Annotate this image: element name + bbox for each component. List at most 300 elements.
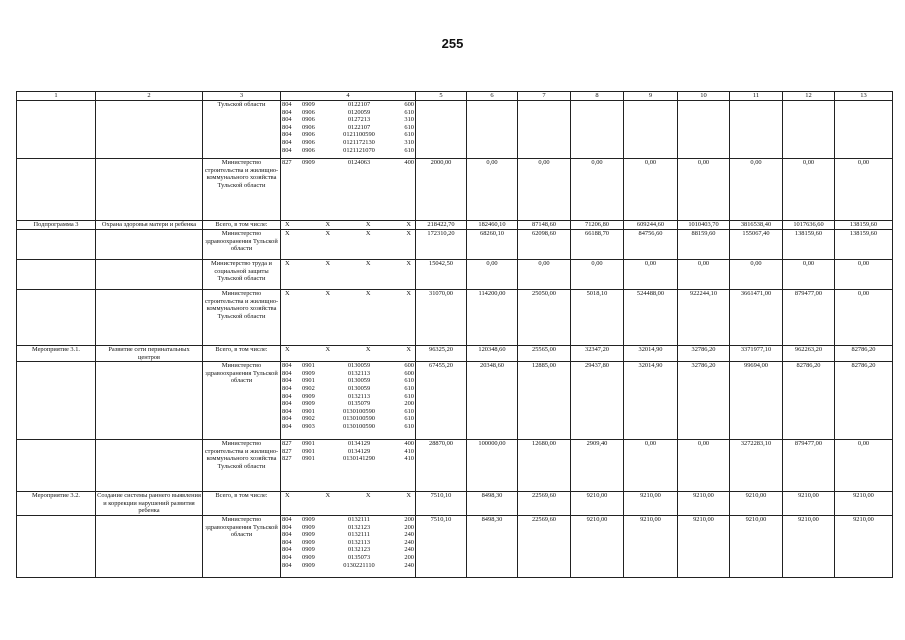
column-header: 3 [203,92,281,101]
responsible-cell: Министерство здравоохранения Тульской области [203,362,281,440]
code-part: 0906 [302,146,315,154]
value-cell: 0,00 [835,260,893,290]
code-part: 0909 [302,159,315,166]
name-cell: Охрана здоровья матери и ребенка [96,221,203,230]
value-cell: 3661471,00 [730,290,783,346]
budget-codes-cell [281,362,416,440]
code-part: 0909 [302,546,315,554]
column-header: 8 [571,92,624,101]
code-part: 0901 [302,362,315,370]
code-part: 240 [404,546,414,554]
value-cell: 0,00 [783,159,835,221]
code-part: 0130221110 [343,561,375,569]
budget-codes-cell [281,440,416,492]
x-mark: X [406,260,411,267]
code-part: 827 [282,440,292,448]
code-line [282,139,414,147]
responsible-cell: Министерство здравоохранения Тульской области [203,230,281,260]
value-cell: 9210,00 [835,492,893,516]
code-part: 200 [404,400,414,408]
code-part: 310 [404,116,414,124]
code-part: 0130141290 [343,455,375,463]
code-part: 610 [404,377,414,385]
value-cell: 7510,10 [416,515,467,577]
code-part: 410 [404,447,414,455]
program-cell: Мероприятие 3.1. [17,346,96,362]
value-cell: 12680,00 [518,440,571,492]
code-line [282,423,414,431]
name-cell: Создание системы раннего выявления и коррекции нарушений развития ребенка [97,492,201,515]
budget-codes-cell [281,260,416,290]
code-part: 0130059 [347,384,371,392]
value-cell: 66188,70 [571,230,624,260]
value-cell: 120348,60 [467,346,518,362]
name-cell [96,101,203,159]
code-part: 804 [282,515,292,523]
x-mark: X [406,290,411,297]
code-part: 0122107 [347,101,371,108]
name-cell [96,515,203,577]
column-header: 9 [624,92,678,101]
code-part: 0132113 [347,392,371,400]
value-cell [518,101,571,159]
value-cell [783,101,835,159]
code-part: 0901 [302,377,315,385]
value-cell: 138159,60 [835,230,893,260]
code-part: 610 [404,392,414,400]
code-line [282,448,414,456]
code-part: 827 [282,159,292,166]
responsible-cell: Министерство строительства и жилищно-коммунального хозяйства Тульской области [203,440,281,492]
value-cell: 609244,60 [624,221,678,230]
name-cell [96,260,203,290]
code-part: 610 [404,123,414,131]
column-header: 7 [518,92,571,101]
code-part: 804 [282,138,292,146]
code-part: 0906 [302,116,315,124]
program-cell [17,260,96,290]
name-cell: Развитие сети перинатальных центров [96,346,203,362]
code-line [282,554,414,562]
column-header: 11 [730,92,783,101]
value-cell [624,101,678,159]
value-cell: 0,00 [624,260,678,290]
value-cell: 96325,20 [416,346,467,362]
value-cell: 922244,10 [678,290,730,346]
budget-codes-cell [281,346,416,362]
code-line [282,131,414,139]
code-part: 0901 [302,455,315,463]
code-part: 804 [282,415,292,423]
code-part: 0902 [302,415,315,423]
code-line [282,159,414,167]
program-cell [17,290,96,346]
code-line [282,377,414,385]
value-cell: 25565,00 [518,346,571,362]
value-cell: 68260,10 [467,230,518,260]
value-cell: 71206,80 [571,221,624,230]
name-cell [96,440,203,492]
value-cell: 99694,00 [730,362,783,440]
value-cell: 67455,20 [416,362,467,440]
code-part: 200 [404,553,414,561]
value-cell: 32014,90 [624,346,678,362]
value-cell: 29437,80 [571,362,624,440]
column-header: 13 [835,92,893,101]
code-part: 0906 [302,138,315,146]
column-header: 12 [783,92,835,101]
value-cell: 0,00 [783,260,835,290]
code-line [282,455,414,463]
code-part: 0901 [302,447,315,455]
code-part: 0906 [302,123,315,131]
code-line [282,524,414,532]
code-part: 400 [404,159,414,166]
value-cell: 962263,20 [783,346,835,362]
code-part: 804 [282,407,292,415]
column-header: 6 [467,92,518,101]
value-cell: 5018,10 [571,290,624,346]
x-mark: X [365,221,371,228]
code-part: 827 [282,455,292,463]
value-cell: 1017636,60 [783,221,835,230]
code-line [282,124,414,132]
budget-codes-cell [281,101,416,159]
value-cell: 0,00 [624,440,678,492]
x-mark: X [406,221,411,228]
code-part: 0909 [302,538,315,546]
value-cell: 9210,00 [783,492,835,516]
code-part: 610 [404,407,414,415]
table-row [17,159,893,221]
value-cell: 879477,00 [783,440,835,492]
name-cell [96,290,203,346]
value-cell: 32786,20 [678,346,730,362]
code-part: 610 [404,422,414,430]
column-header: 5 [416,92,467,101]
value-cell: 218422,70 [416,221,467,230]
x-mark: X [325,346,331,353]
x-mark: X [365,230,371,237]
table-row [17,492,893,516]
value-cell: 9210,00 [783,515,835,577]
value-cell: 84756,60 [624,230,678,260]
code-line [282,531,414,539]
responsible-cell: Министерство строительства и жилищно-коммунального хозяйства Тульской области [203,159,281,221]
code-part: 0909 [302,553,315,561]
code-part: 0130059 [347,377,371,385]
code-part: 0134129 [347,447,371,455]
table-row [17,290,893,346]
code-part: 610 [404,146,414,154]
code-part: 0132111 [348,515,370,523]
code-part: 0909 [302,531,315,539]
code-part: 240 [404,538,414,546]
code-part: 0132111 [348,531,370,539]
header-row [17,92,893,101]
value-cell: 2909,40 [571,440,624,492]
value-cell: 9210,00 [678,515,730,577]
value-cell: 0,00 [518,159,571,221]
value-cell: 0,00 [835,159,893,221]
code-line [282,385,414,393]
x-mark: X [285,230,290,237]
responsible-cell: Министерство строительства и жилищно-коммунального хозяйства Тульской области [203,290,281,346]
code-part: 610 [404,415,414,423]
table-row [17,260,893,290]
x-mark: X [325,221,331,228]
value-cell: 9210,00 [571,492,624,516]
column-header: 1 [17,92,96,101]
budget-codes-cell [281,159,416,221]
column-header: 4 [281,92,416,101]
code-part: 0130100590 [343,415,375,423]
value-cell: 31070,00 [416,290,467,346]
value-cell [835,101,893,159]
value-cell: 524488,00 [624,290,678,346]
code-part: 0909 [302,523,315,531]
value-cell: 3272283,10 [730,440,783,492]
code-line [282,415,414,423]
code-line [282,400,414,408]
x-mark: X [325,290,331,297]
code-part: 0130100590 [343,422,375,430]
code-part: 0906 [302,108,315,116]
code-line [282,440,414,448]
x-mark: X [406,492,411,500]
code-line [282,562,414,570]
value-cell: 0,00 [678,260,730,290]
code-part: 610 [404,131,414,139]
responsible-cell: Всего, в том числе: [203,492,281,516]
code-line [282,546,414,554]
value-cell: 0,00 [624,159,678,221]
budget-codes-cell [281,492,416,516]
code-part: 804 [282,146,292,154]
code-part: 0132123 [347,546,371,554]
code-part: 804 [282,123,292,131]
program-cell: Мероприятие 3.2. [17,492,96,516]
value-cell: 3371977,10 [730,346,783,362]
responsible-cell: Тульской области [203,101,281,159]
responsible-cell: Министерство здравоохранения Тульской области [203,515,281,577]
value-cell: 155067,40 [730,230,783,260]
code-part: 827 [282,447,292,455]
code-part: 804 [282,377,292,385]
code-part: 804 [282,531,292,539]
value-cell: 32014,90 [624,362,678,440]
x-mark: X [285,346,290,353]
code-part: 804 [282,546,292,554]
value-cell: 0,00 [730,260,783,290]
value-cell: 100000,00 [467,440,518,492]
code-part: 0135079 [347,400,371,408]
code-part: 0909 [302,369,315,377]
page-number: 255 [441,36,464,51]
value-cell: 0,00 [678,440,730,492]
value-cell: 32786,20 [678,362,730,440]
value-cell: 9210,00 [730,515,783,577]
code-part: 804 [282,392,292,400]
budget-codes-cell [281,515,416,577]
code-part: 0909 [302,101,315,108]
value-cell: 22569,60 [518,492,571,516]
value-cell: 32347,20 [571,346,624,362]
value-cell: 0,00 [730,159,783,221]
program-cell [17,230,96,260]
budget-codes-cell [281,290,416,346]
code-line [282,539,414,547]
value-cell: 8498,30 [467,515,518,577]
code-part: 804 [282,108,292,116]
responsible-cell: Всего, в том числе: [203,346,281,362]
budget-codes-cell [281,221,416,230]
code-part: 804 [282,131,292,139]
value-cell: 0,00 [678,159,730,221]
budget-codes-cell [281,230,416,260]
code-part: 0909 [302,400,315,408]
value-cell: 12885,00 [518,362,571,440]
responsible-cell: Всего, в том числе: [203,221,281,230]
value-cell: 0,00 [571,260,624,290]
code-line [282,408,414,416]
value-cell: 9210,00 [624,492,678,516]
code-part: 0909 [302,392,315,400]
value-cell: 82786,20 [835,346,893,362]
code-part: 610 [404,384,414,392]
table-row [17,346,893,362]
code-part: 0909 [302,561,315,569]
code-part: 0121172130 [343,138,375,146]
value-cell [571,101,624,159]
value-cell: 0,00 [467,260,518,290]
value-cell: 1010403,70 [678,221,730,230]
x-mark: X [285,260,290,267]
value-cell: 182460,10 [467,221,518,230]
code-part: 0130100590 [343,407,375,415]
value-cell: 172310,20 [416,230,467,260]
value-cell: 82786,20 [835,362,893,440]
x-mark: X [325,492,331,500]
value-cell: 0,00 [571,159,624,221]
budget-table [16,91,893,578]
code-part: 0132113 [347,538,371,546]
program-cell [17,159,96,221]
value-cell: 0,00 [518,260,571,290]
value-cell: 9210,00 [678,492,730,516]
value-cell: 62098,60 [518,230,571,260]
x-mark: X [285,290,290,297]
value-cell: 2000,00 [416,159,467,221]
code-part: 0134129 [347,440,371,448]
code-part: 0132113 [347,369,371,377]
code-part: 400 [404,440,414,448]
value-cell: 25050,00 [518,290,571,346]
table-row [17,515,893,577]
code-part: 804 [282,369,292,377]
x-mark: X [325,230,331,237]
code-part: 804 [282,384,292,392]
name-cell [96,362,203,440]
value-cell: 138159,60 [835,221,893,230]
value-cell: 138159,60 [783,230,835,260]
code-part: 0122107 [347,123,371,131]
code-line [282,362,414,370]
value-cell: 87148,60 [518,221,571,230]
value-cell: 9210,00 [571,515,624,577]
code-part: 0120059 [347,108,371,116]
code-part: 0909 [302,515,315,523]
value-cell: 0,00 [835,290,893,346]
x-mark: X [285,492,290,500]
code-part: 0135073 [347,553,371,561]
table-row [17,221,893,230]
code-part: 804 [282,538,292,546]
value-cell: 114200,00 [467,290,518,346]
value-cell [678,101,730,159]
value-cell [467,101,518,159]
code-part: 240 [404,531,414,539]
name-cell [96,230,203,260]
x-mark: X [406,230,411,237]
code-part: 804 [282,561,292,569]
program-cell [17,101,96,159]
table-row [17,440,893,492]
value-cell: 9210,00 [624,515,678,577]
code-line [282,101,414,109]
program-cell [17,440,96,492]
code-part: 0130059 [347,362,371,370]
value-cell: 9210,00 [835,515,893,577]
code-part: 804 [282,362,292,370]
code-part: 0903 [302,422,315,430]
value-cell: 879477,00 [783,290,835,346]
code-part: 0121100590 [343,131,375,139]
value-cell [416,101,467,159]
value-cell: 0,00 [467,159,518,221]
code-part: 804 [282,523,292,531]
value-cell: 3816538,40 [730,221,783,230]
code-line [282,370,414,378]
x-mark: X [365,260,371,267]
code-part: 0901 [302,440,315,448]
code-part: 200 [404,523,414,531]
code-line [282,516,414,524]
code-part: 0124063 [347,159,371,166]
x-mark: X [365,492,371,500]
table-row [17,362,893,440]
code-part: 0906 [302,131,315,139]
code-line [282,109,414,117]
table-row [17,101,893,159]
code-part: 310 [404,138,414,146]
code-part: 410 [404,455,414,463]
table-body [17,92,893,578]
code-part: 610 [404,108,414,116]
program-cell [17,362,96,440]
value-cell: 28870,00 [416,440,467,492]
code-part: 804 [282,553,292,561]
code-part: 600 [404,362,414,370]
code-part: 240 [404,561,414,569]
column-header: 2 [96,92,203,101]
value-cell: 9210,00 [730,492,783,516]
value-cell: 7510,10 [416,492,467,516]
column-header: 10 [678,92,730,101]
x-mark: X [285,221,290,228]
value-cell: 82786,20 [783,362,835,440]
name-cell [96,159,203,221]
